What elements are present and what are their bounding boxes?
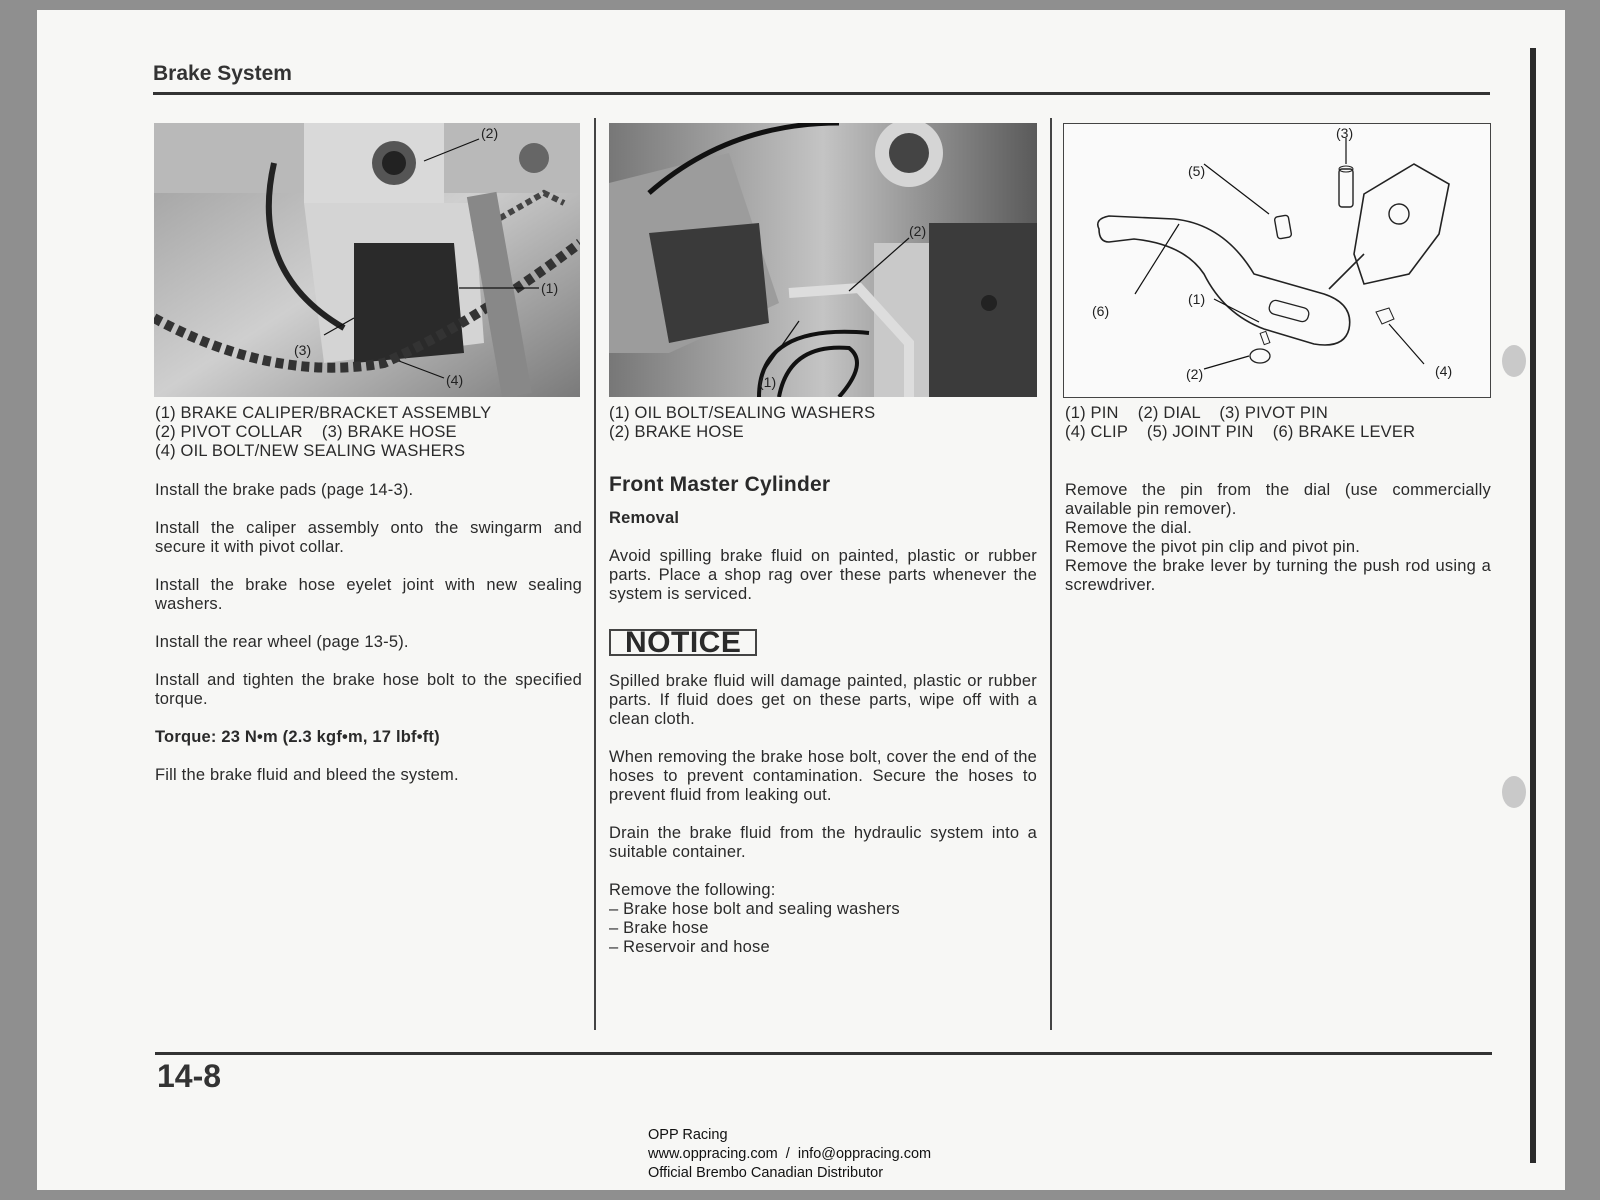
notice-text: Spilled brake fluid will damage painted, plastic or rubber parts. If fluid does get on these parts, wipe off with a clean cloth. [609,672,1037,728]
footer-rule [155,1052,1492,1055]
instruction: Remove the dial. [1065,519,1193,537]
page-edge-shadow [1530,48,1536,1163]
instruction: Install the brake pads (page 14-3). [155,481,414,499]
instruction: Remove the brake lever by turning the push rod using a screwdriver. [1065,557,1491,594]
column-divider [594,118,596,1030]
instruction: Remove the pivot pin clip and pivot pin. [1065,538,1361,556]
caption-line: (2) PIVOT COLLAR (3) BRAKE HOSE [155,423,457,441]
callout: (2) [481,125,499,141]
section-title: Brake System [153,62,292,85]
callout: (5) [1188,163,1206,179]
figure-caption [155,404,585,461]
figure-master-cylinder-photo [609,123,1037,397]
figure-caption [1065,404,1495,442]
paragraph: Drain the brake fluid from the hydraulic system into a suitable container. [609,824,1037,861]
figure-brake-lever-drawing [1063,123,1491,398]
callout: (2) [909,223,927,239]
torque-spec: Torque: 23 N•m (2.3 kgf•m, 17 lbf•ft) [155,728,440,746]
callout: (1) [541,280,559,296]
instruction: Remove the pin from the dial (use commercially available pin remover). [1065,481,1491,518]
paragraph: Avoid spilling brake fluid on painted, plastic or rubber parts. Place a shop rag over these parts whenever the system is serviced. [609,547,1037,603]
column-2-text [609,475,1037,957]
notice-label: NOTICE [609,629,757,656]
caption-line: (4) OIL BOLT/NEW SEALING WASHERS [155,442,466,460]
instruction: Fill the brake fluid and bleed the system. [155,766,459,784]
list-item: – Brake hose [609,919,1037,938]
caption-line: (2) BRAKE HOSE [609,423,744,441]
page-number: 14-8 [157,1058,222,1094]
figure-caption [609,404,1039,442]
section-heading: Front Master Cylinder [609,473,831,496]
callout: (3) [1336,125,1354,141]
subheading: Removal [609,509,680,527]
caption-line: (1) OIL BOLT/SEALING WASHERS [609,404,876,422]
list-item: – Brake hose bolt and sealing washers [609,900,1037,919]
caption-line: (4) CLIP (5) JOINT PIN (6) BRAKE LEVER [1065,423,1416,441]
callout: (2) [1186,366,1204,382]
callout: (4) [1435,363,1453,379]
company-tagline: Official Brembo Canadian Distributor [648,1165,884,1181]
header-rule [153,92,1490,95]
instruction: Install and tighten the brake hose bolt to the specified torque. [155,671,582,708]
paragraph: When removing the brake hose bolt, cover the end of the hoses to prevent contamination. Secure the hoses to prevent fluid from leaking out. [609,748,1037,804]
column-1-text [155,481,582,804]
instruction: Install the caliper assembly onto the swingarm and secure it with pivot collar. [155,519,582,556]
company-name: OPP Racing [648,1127,728,1143]
caption-line: (1) BRAKE CALIPER/BRACKET ASSEMBLY [155,404,492,422]
list-intro: Remove the following: [609,881,776,899]
callout: (4) [446,372,464,388]
callout: (1) [1188,291,1206,307]
figure-rear-caliper [154,123,580,397]
instruction: Install the brake hose eyelet joint with new sealing washers. [155,576,582,613]
column-divider [1050,118,1052,1030]
company-contact[interactable]: www.oppracing.com / info@oppracing.com [648,1146,932,1162]
callout: (1) [759,374,777,390]
column-3-text [1065,481,1491,595]
caption-line: (1) PIN (2) DIAL (3) PIVOT PIN [1065,404,1328,422]
callout: (3) [294,342,312,358]
instruction: Install the rear wheel (page 13-5). [155,633,409,651]
distributor-footer [648,1126,931,1183]
callout: (6) [1092,303,1110,319]
removal-list [609,900,1037,957]
binder-hole [1502,345,1526,377]
binder-hole [1502,776,1526,808]
list-item: – Reservoir and hose [609,938,1037,957]
